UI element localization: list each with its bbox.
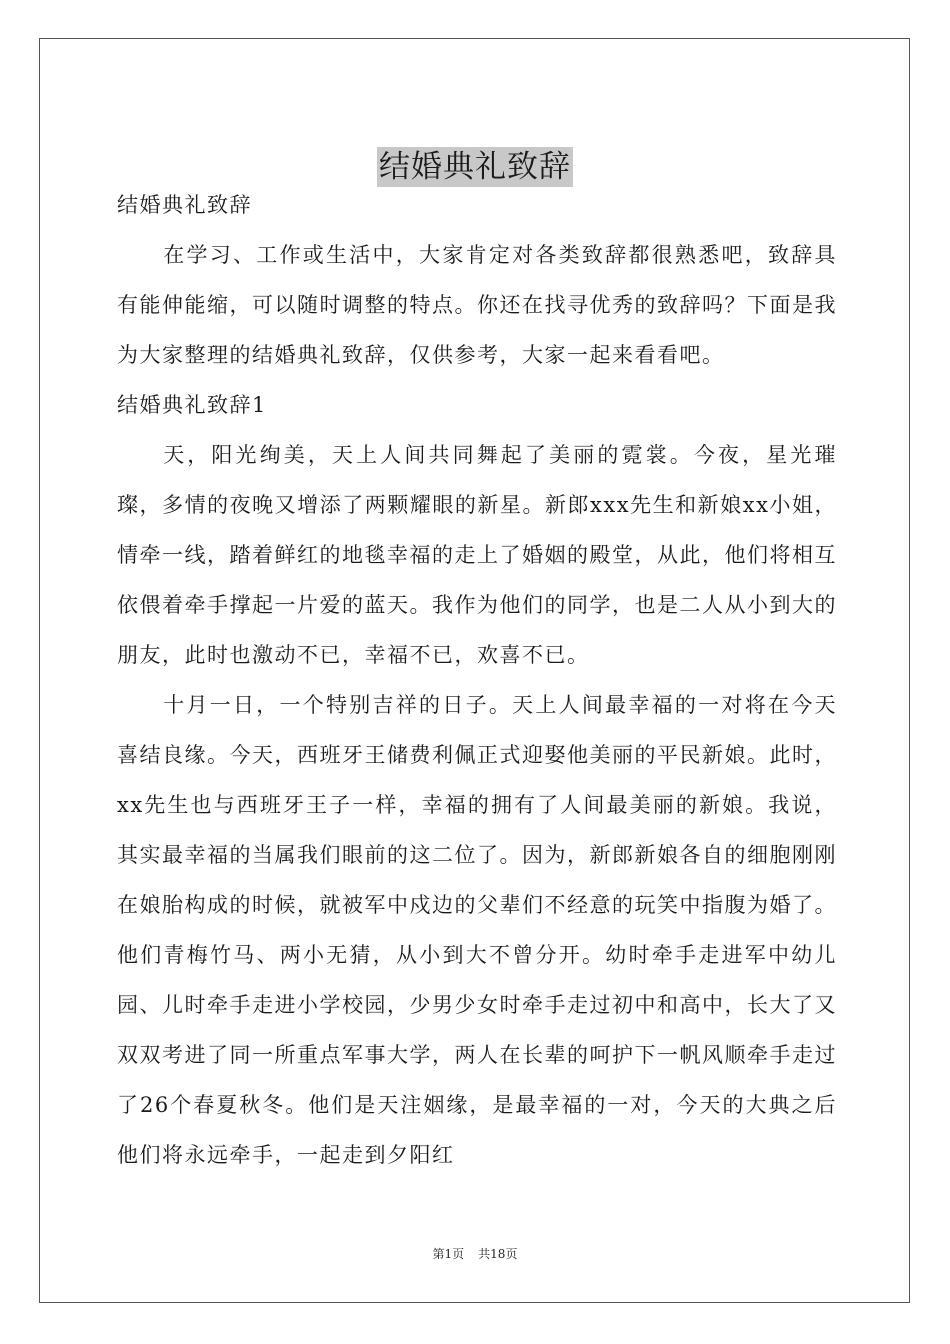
body-paragraph: 十月一日，一个特别吉祥的日子。天上人间最幸福的一对将在今天喜结良缘。今天，西班牙王储费利佩正式迎娶他美丽的平民新娘。此时，xx先生也与西班牙王子一样，幸福的拥有了人间最美丽的新娘。我说，其实最幸福的当属我们眼前的这二位了。因为，新郎新娘各自的细胞刚刚在娘胎构成的时候，就被军中戍边的父辈们不经意的玩笑中指腹为婚了。他们青梅竹马、两小无猜，从小到大不曾分开。幼时牵手走进军中幼儿园、儿时牵手走进小学校园，少男少女时牵手走过初中和高中，长大了又双双考进了同一所重点军事大学，两人在长辈的呵护下一帆风顺牵手走过了26个春夏秋冬。他们是天注姻缘，是最幸福的一对，今天的大典之后他们将永远牵手，一起走到夕阳红 xyxy=(117,693,837,1167)
subtitle: 结婚典礼致辞 xyxy=(117,193,252,217)
page-number: 第1页 xyxy=(432,1247,465,1261)
page-footer xyxy=(0,1246,950,1262)
document-body xyxy=(117,180,837,1180)
intro-paragraph: 在学习、工作或生活中，大家肯定对各类致辞都很熟悉吧，致辞具有能伸能缩，可以随时调整的特点。你还在找寻优秀的致辞吗？下面是我为大家整理的结婚典礼致辞，仅供参考，大家一起来看看吧。 xyxy=(117,243,837,367)
page-total: 共18页 xyxy=(478,1247,518,1261)
document-title: 结婚典礼致辞 xyxy=(379,148,571,185)
body-paragraph: 天，阳光绚美，天上人间共同舞起了美丽的霓裳。今夜，星光璀璨，多情的夜晚又增添了两颗耀眼的新星。新郎xxx先生和新娘xx小姐，情牵一线，踏着鲜红的地毯幸福的走上了婚姻的殿堂，从此，他们将相互依偎着牵手撑起一片爱的蓝天。我作为他们的同学，也是二人从小到大的朋友，此时也激动不已，幸福不已，欢喜不已。 xyxy=(117,443,837,667)
section-heading: 结婚典礼致辞1 xyxy=(117,393,267,417)
